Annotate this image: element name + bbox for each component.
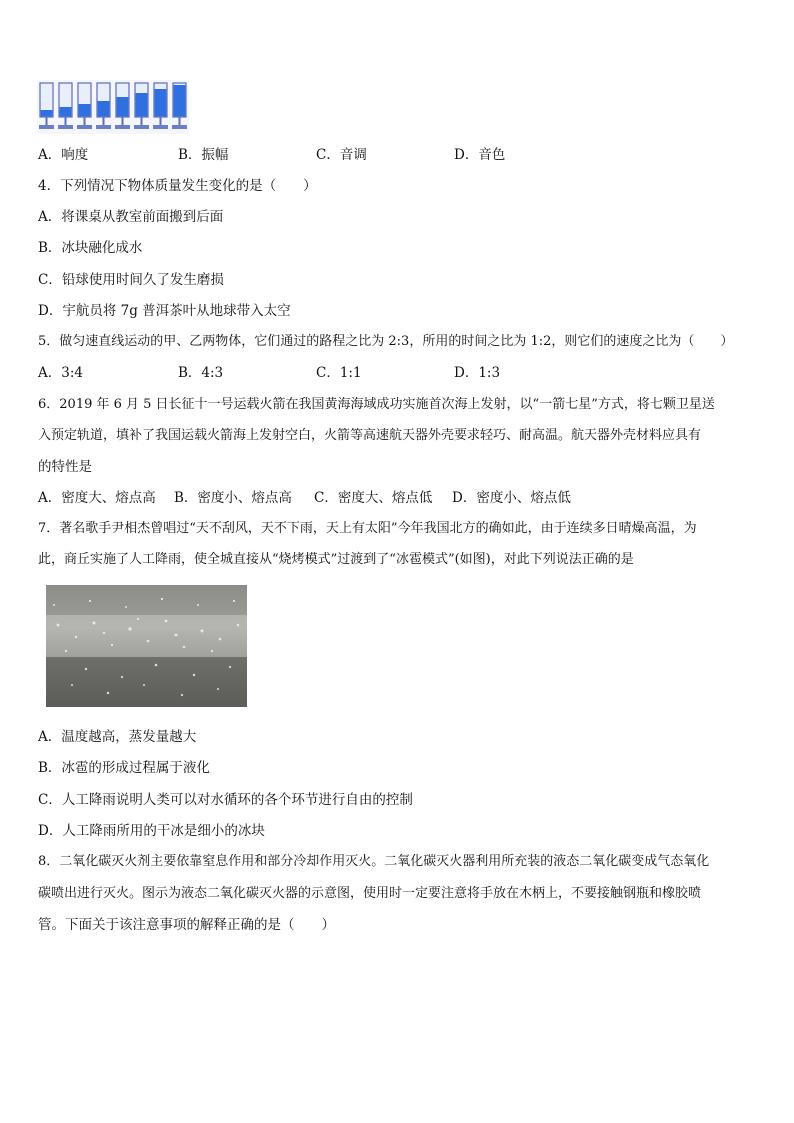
q6-stem-line-3: 的特性是 [38, 459, 92, 475]
glass-3 [77, 83, 92, 129]
hail-photo [46, 585, 247, 707]
q5-option-b: B．4:3 [178, 365, 224, 381]
q4-option-b: B．冰块融化成水 [38, 240, 143, 256]
q6-option-c: C．密度大、熔点低 [314, 490, 433, 506]
q6-option-b: B．密度小、熔点高 [174, 490, 292, 506]
q6-option-a: A．密度大、熔点高 [38, 490, 156, 506]
q7-option-d: D．人工降雨所用的干冰是细小的冰块 [38, 823, 265, 839]
q5-option-c: C．1:1 [316, 365, 362, 381]
q3-option-c: C．音调 [316, 147, 367, 163]
q4-option-c: C．铅球使用时间久了发生磨损 [38, 272, 224, 288]
q8-stem-line-2: 碳喷出进行灭火。图示为液态二氧化碳灭火器的示意图，使用时一定要注意将手放在木柄上，不要接触钢瓶和橡胶喷 [38, 886, 702, 901]
glass-7 [153, 83, 168, 129]
glass-2 [58, 83, 73, 129]
glass-1 [39, 83, 54, 129]
q7-option-c: C．人工降雨说明人类可以对水循环的各个环节进行自由的控制 [38, 792, 413, 808]
q6-stem-line-2: 入预定轨道，填补了我国运载火箭海上发射空白，火箭等高速航天器外壳要求轻巧、耐高温。航天器外壳材料应具有 [38, 428, 702, 443]
q8-stem-line-3: 管。下面关于该注意事项的解释正确的是（ ） [38, 917, 335, 933]
q5-stem: 5．做匀速直线运动的甲、乙两物体，它们通过的路程之比为 2:3，所用的时间之比为 1:2，则它们的速度之比为（ ） [38, 334, 734, 349]
glass-6 [134, 83, 149, 129]
q7-stem-line-1: 7．著名歌手尹相杰曾唱过“天不刮风，天不下雨，天上有太阳”今年我国北方的确如此，由于连续多日晴燥高温，为 [38, 521, 697, 536]
q4-option-d: D．宇航员将 7g 普洱茶叶从地球带入太空 [38, 303, 291, 319]
glass-4 [96, 83, 111, 129]
q5-option-a: A．3:4 [38, 365, 83, 381]
q6-stem-line-1: 6．2019 年 6 月 5 日长征十一号运载火箭在我国黄海海域成功实施首次海上发射，以“一箭七星”方式，将七颗卫星送 [38, 397, 715, 412]
q4-option-a: A．将课桌从教室前面搬到后面 [38, 209, 224, 225]
q8-stem-line-1: 8．二氧化碳灭火剂主要依靠窒息作用和部分冷却作用灭火。二氧化碳灭火器利用所充装的液态二氧化碳变成气态氧化 [38, 854, 710, 869]
q7-option-a: A．温度越高，蒸发量越大 [38, 729, 197, 745]
q3-option-b: B．振幅 [178, 147, 229, 163]
q3-option-d: D．音色 [454, 147, 506, 163]
glasses-figure [37, 80, 189, 134]
q6-option-d: D．密度小、熔点低 [452, 490, 571, 506]
q5-option-d: D．1:3 [454, 365, 501, 381]
glass-8 [172, 83, 187, 129]
q3-option-a: A．响度 [38, 147, 89, 163]
glasses-svg [37, 80, 189, 134]
q7-stem-line-2: 此，商丘实施了人工降雨，使全城直接从“烧烤模式”过渡到了“冰雹模式”(如图)，对此下列说法正确的是 [38, 552, 634, 567]
hail-photo-svg [46, 585, 247, 707]
q4-stem: 4．下列情况下物体质量发生变化的是（ ） [38, 178, 317, 194]
q7-option-b: B．冰雹的形成过程属于液化 [38, 760, 210, 776]
glass-5 [115, 83, 130, 129]
